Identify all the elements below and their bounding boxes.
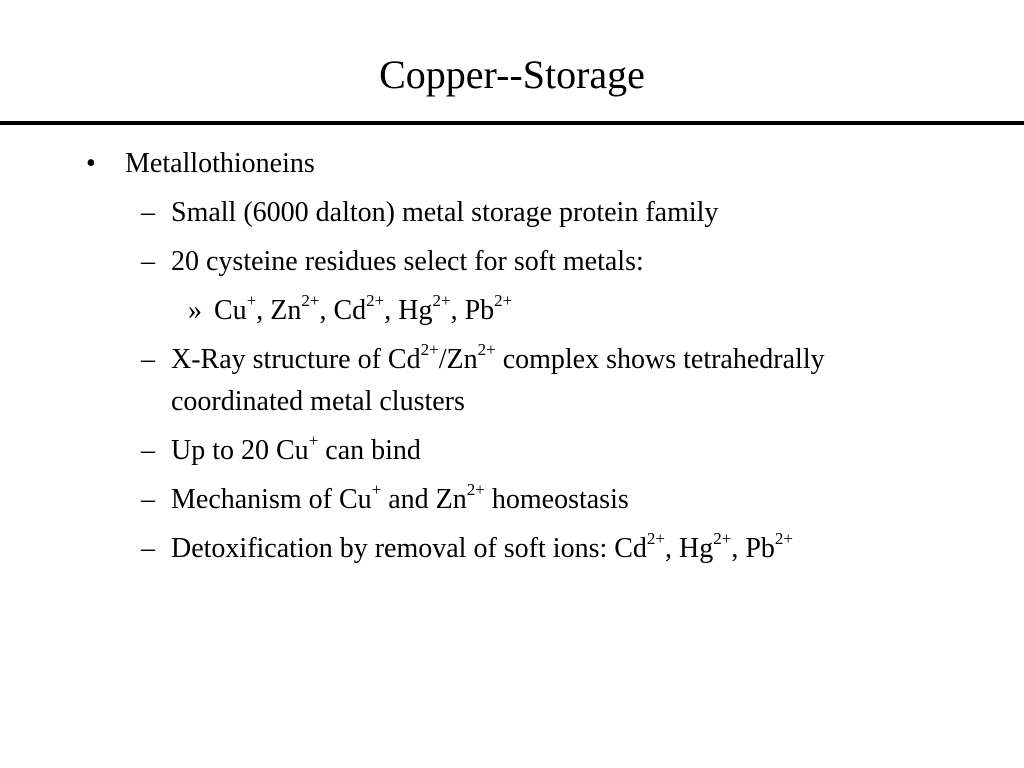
bullet-metallothioneins: Metallothioneins: [125, 148, 315, 179]
dash-marker: –: [141, 533, 155, 564]
dash-marker: –: [141, 484, 155, 515]
bullet-marker: •: [86, 148, 96, 179]
sub-sub-marker: »: [188, 295, 202, 326]
sub-bullet-size: Small (6000 dalton) metal storage protein family: [171, 197, 719, 228]
slide-title: Copper--Storage: [379, 52, 645, 97]
title-divider: [0, 121, 1024, 125]
dash-marker: –: [141, 344, 155, 375]
sub-bullet-cysteine: 20 cysteine residues select for soft metals:: [171, 246, 644, 277]
sub-bullet-xray-continuation: coordinated metal clusters: [171, 386, 465, 417]
sub-bullet-xray: X-Ray structure of $Cd^{2+}/Zn^{2+}$ complex shows tetrahedrally: [171, 339, 825, 375]
dash-marker: –: [141, 246, 155, 277]
sub-bullet-detoxification: Detoxification by removal of soft ions: $Cd^{2+}$, $Hg^{2+}$, $Pb^{2+}$: [171, 528, 794, 564]
sub-bullet-binding: Up to 20 Cu+ can bind: [171, 430, 421, 466]
dash-marker: –: [141, 197, 155, 228]
dash-marker: –: [141, 435, 155, 466]
sub-bullet-mechanism: Mechanism of Cu+ and $Zn^{2+}$ homeostasis: [171, 479, 629, 515]
sub-sub-bullet-metal-ions: Cu+, $Zn^{2+}$, $Cd^{2+}$, $Hg^{2+}$, $Pb^{2+}$: [214, 290, 513, 326]
